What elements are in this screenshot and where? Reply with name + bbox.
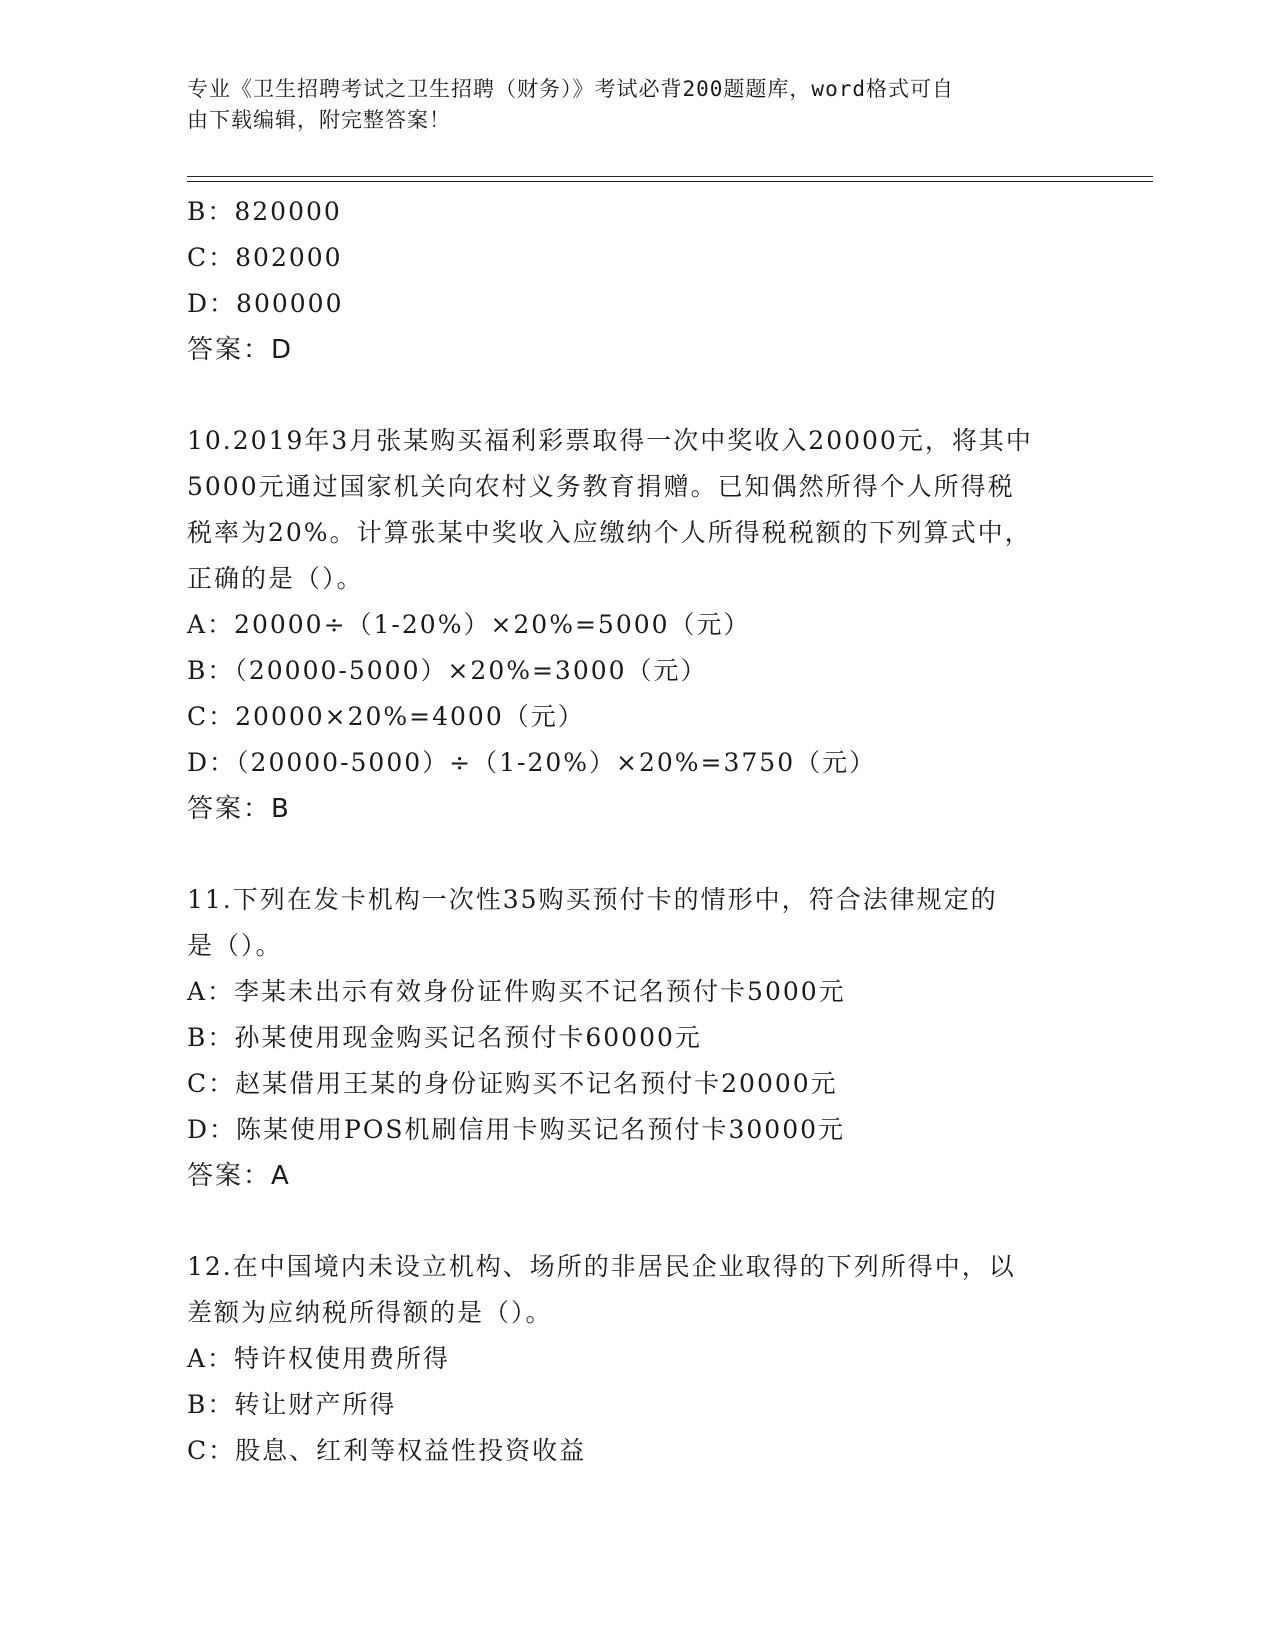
question-11 [187, 877, 1087, 1199]
question-12 [187, 1244, 1087, 1474]
question-text-line: 正确的是（）。 [187, 564, 364, 593]
option-c: C：赵某借用王某的身份证购买不记名预付卡20000元 [187, 1069, 838, 1098]
option-c: C：20000×20%=4000（元） [187, 702, 585, 731]
option-c: C：股息、红利等权益性投资收益 [187, 1436, 587, 1465]
answer-line: 答案：B [187, 794, 291, 824]
question-text-line: 差额为应纳税所得额的是（）。 [187, 1298, 553, 1327]
question-text-line: 5000元通过国家机关向农村义务教育捐赠。已知偶然所得个人所得税 [187, 472, 1015, 501]
question-text-line: 12.在中国境内未设立机构、场所的非居民企业取得的下列所得中，以 [187, 1252, 1016, 1281]
question-text-line: 是（）。 [187, 931, 283, 960]
option-b: B：孙某使用现金购买记名预付卡60000元 [187, 1023, 702, 1052]
option-b: B：转让财产所得 [187, 1390, 397, 1419]
option-c: C：802000 [187, 243, 343, 272]
option-a: A：特许权使用费所得 [187, 1344, 451, 1373]
spacer [187, 832, 1087, 877]
option-d: D：800000 [187, 289, 344, 318]
answer-line: 答案：D [187, 335, 294, 365]
header-line-2: 由下载编辑，附完整答案！ [187, 108, 451, 132]
question-text-line: 10.2019年3月张某购买福利彩票取得一次中奖收入20000元，将其中 [187, 426, 1033, 455]
option-b: B：820000 [187, 197, 342, 226]
document-body [187, 189, 1087, 1474]
header-rule-bottom [187, 181, 1153, 182]
answer-line: 答案：A [187, 1161, 291, 1191]
question-text-line: 11.下列在发卡机构一次性35购买预付卡的情形中，符合法律规定的 [187, 885, 998, 914]
spacer [187, 373, 1087, 418]
question-text-line: 税率为20%。计算张某中奖收入应缴纳个人所得税税额的下列算式中， [187, 518, 1032, 547]
question-10 [187, 418, 1087, 832]
option-d: D：（20000-5000）÷（1-20%）×20%=3750（元） [187, 748, 877, 777]
header-rule-top [187, 176, 1153, 177]
option-a: A：李某未出示有效身份证件购买不记名预付卡5000元 [187, 977, 846, 1006]
option-b: B：（20000-5000）×20%=3000（元） [187, 656, 708, 685]
spacer [187, 1199, 1087, 1244]
option-a: A：20000÷（1-20%）×20%=5000（元） [187, 610, 751, 639]
prev-question [187, 189, 1087, 373]
option-d: D：陈某使用POS机刷信用卡购买记名预付卡30000元 [187, 1115, 846, 1144]
page-header [187, 74, 1067, 136]
header-line-1: 专业《卫生招聘考试之卫生招聘（财务）》考试必背200题题库，word格式可自 [187, 77, 954, 101]
